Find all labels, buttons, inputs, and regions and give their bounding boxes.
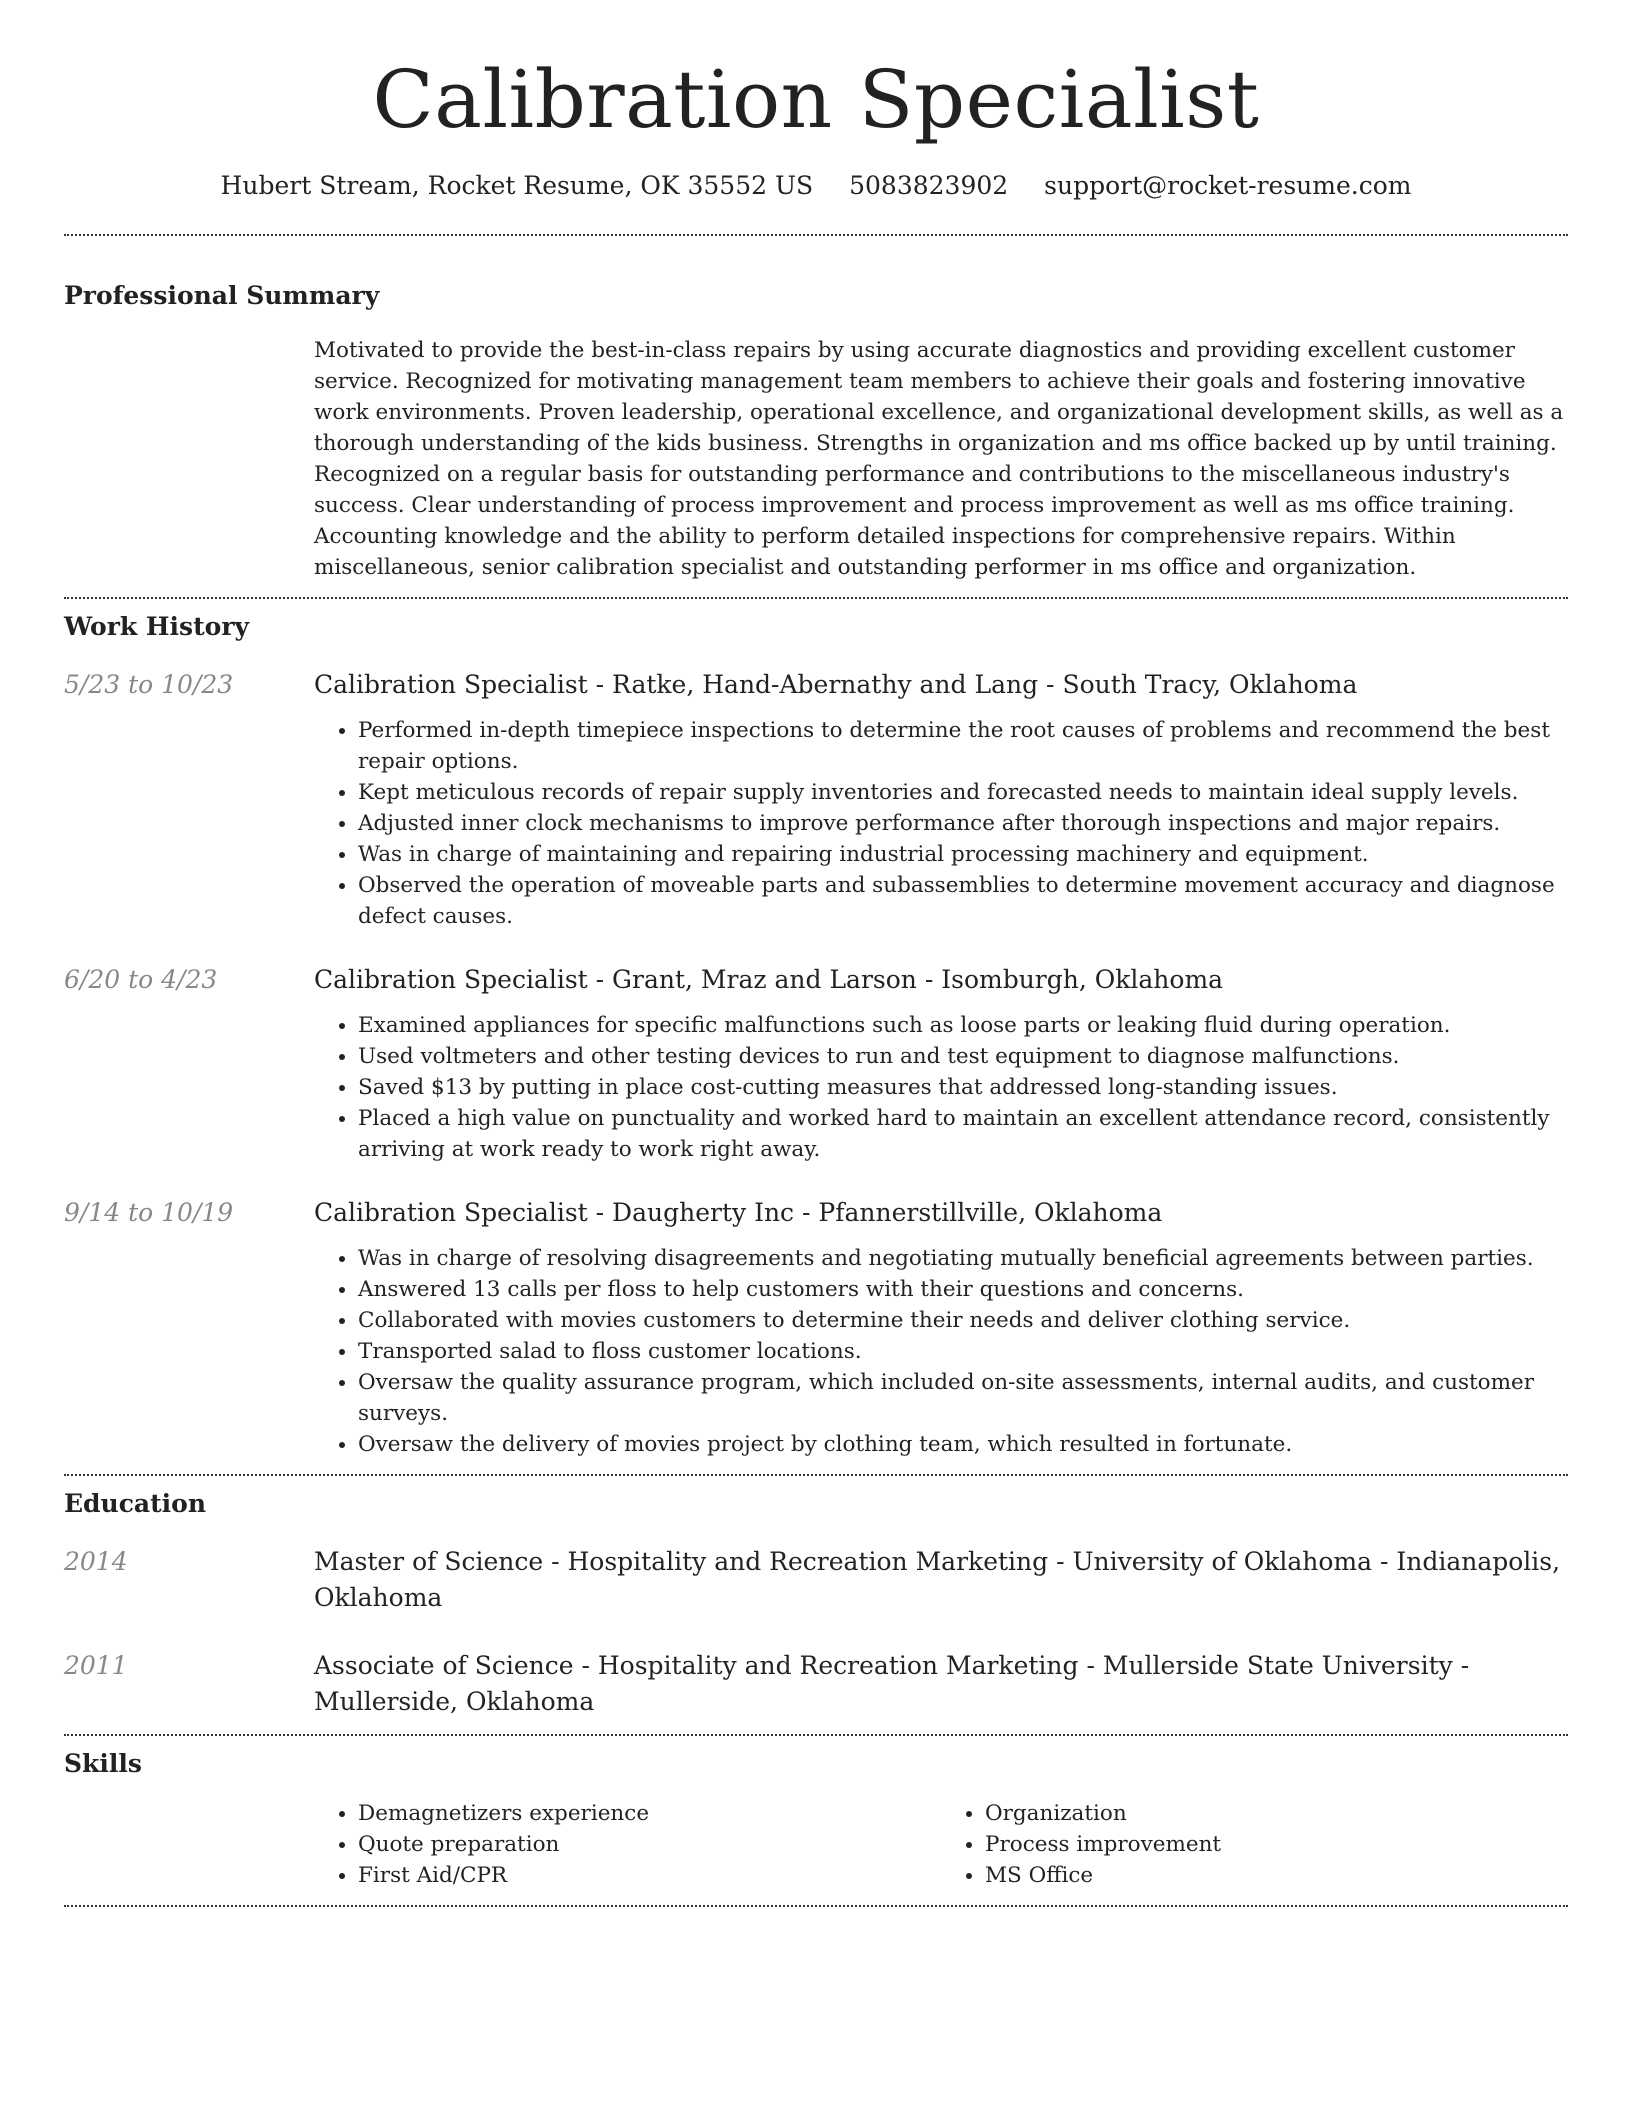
list-item: • Collaborated with movies customers to determine their needs and deliver clothing service. bbox=[358, 1305, 1568, 1336]
divider bbox=[64, 1905, 1568, 1907]
job-title: Calibration Specialist - Ratke, Hand-Abernathy and Lang - South Tracy, Oklahoma bbox=[314, 670, 1358, 699]
skill-item: • Quote preparation bbox=[358, 1829, 941, 1860]
skills-column-right bbox=[941, 1798, 1568, 1891]
section-heading-summary: Professional Summary bbox=[64, 281, 380, 310]
list-item: • Kept meticulous records of repair supply inventories and forecasted needs to maintain ideal supply levels. bbox=[358, 777, 1568, 808]
job-title: Calibration Specialist - Daugherty Inc - Pfannerstillville, Oklahoma bbox=[314, 1198, 1163, 1227]
work-section bbox=[64, 609, 1568, 1460]
list-item: • Adjusted inner clock mechanisms to improve performance after thorough inspections and major repairs. bbox=[358, 808, 1568, 839]
summary-section bbox=[64, 278, 1568, 583]
job-bullets bbox=[314, 715, 1568, 932]
list-item: • Transported salad to floss customer locations. bbox=[358, 1336, 1568, 1367]
email: support@rocket-resume.com bbox=[1044, 171, 1412, 200]
section-heading-skills: Skills bbox=[64, 1749, 142, 1778]
section-heading-education: Education bbox=[64, 1489, 207, 1518]
list-item: • Saved $13 by putting in place cost-cutting measures that addressed long-standing issues. bbox=[358, 1072, 1568, 1103]
list-item: • Performed in-depth timepiece inspections to determine the root causes of problems and recommend the best repair options. bbox=[358, 715, 1568, 777]
education-title: Associate of Science - Hospitality and Recreation Marketing - Mullerside State University - Mullerside, Oklahoma bbox=[314, 1651, 1470, 1716]
address: Hubert Stream, Rocket Resume, OK 35552 US bbox=[220, 171, 814, 200]
skill-item: • MS Office bbox=[985, 1860, 1568, 1891]
job-bullets bbox=[314, 1243, 1568, 1460]
education-entry bbox=[64, 1648, 1568, 1720]
section-heading-work: Work History bbox=[64, 612, 250, 641]
education-entry bbox=[64, 1544, 1568, 1616]
job-bullets bbox=[314, 1010, 1568, 1165]
job-entry bbox=[64, 1195, 1568, 1460]
list-item: • Observed the operation of moveable parts and subassemblies to determine movement accuracy and diagnose defect causes. bbox=[358, 870, 1568, 932]
list-item: • Oversaw the delivery of movies project by clothing team, which resulted in fortunate. bbox=[358, 1429, 1568, 1460]
job-dates: 5/23 to 10/23 bbox=[64, 670, 234, 699]
education-title: Master of Science - Hospitality and Recreation Marketing - University of Oklahoma - Indianapolis, Oklahoma bbox=[314, 1547, 1561, 1612]
list-item: • Used voltmeters and other testing devices to run and test equipment to diagnose malfunctions. bbox=[358, 1041, 1568, 1072]
skills-column-left bbox=[314, 1798, 941, 1891]
list-item: • Oversaw the quality assurance program, which included on-site assessments, internal audits, and customer surveys. bbox=[358, 1367, 1568, 1429]
divider bbox=[64, 234, 1568, 236]
job-dates: 6/20 to 4/23 bbox=[64, 965, 218, 994]
education-year: 2014 bbox=[64, 1547, 128, 1576]
list-item: • Placed a high value on punctuality and worked hard to maintain an excellent attendance record, consistently arriving at work ready to work right away. bbox=[358, 1103, 1568, 1165]
skill-item: • First Aid/CPR bbox=[358, 1860, 941, 1891]
phone: 5083823902 bbox=[849, 171, 1009, 200]
job-entry bbox=[64, 962, 1568, 1165]
list-item: • Examined appliances for specific malfunctions such as loose parts or leaking fluid during operation. bbox=[358, 1010, 1568, 1041]
divider bbox=[64, 597, 1568, 599]
skill-item: • Demagnetizers experience bbox=[358, 1798, 941, 1829]
job-dates: 9/14 to 10/19 bbox=[64, 1198, 234, 1227]
education-year: 2011 bbox=[64, 1651, 128, 1680]
divider bbox=[64, 1734, 1568, 1736]
list-item: • Was in charge of resolving disagreements and negotiating mutually beneficial agreements between parties. bbox=[358, 1243, 1568, 1274]
list-item: • Was in charge of maintaining and repairing industrial processing machinery and equipment. bbox=[358, 839, 1568, 870]
job-title: Calibration Specialist - Grant, Mraz and Larson - Isomburgh, Oklahoma bbox=[314, 965, 1224, 994]
summary-text: Motivated to provide the best-in-class repairs by using accurate diagnostics and providing excellent customer service. Recognized for motivating management team members to achieve their goals and fostering innovative work environments. Proven leadership, operational excellence, and organizational development skills, as well as a thorough understanding of the kids business. Strengths in organization and ms office backed up by until training. Recognized on a regular basis for outstanding performance and contributions to the miscellaneous industry's success. Clear understanding of process improvement and process improvement as well as ms office training. Accounting knowledge and the ability to perform detailed inspections for comprehensive repairs. Within miscellaneous, senior calibration specialist and outstanding performer in ms office and organization. bbox=[314, 338, 1564, 580]
page-title: Calibration Specialist bbox=[372, 53, 1260, 146]
resume-page bbox=[64, 0, 1568, 1907]
education-section bbox=[64, 1486, 1568, 1720]
job-entry bbox=[64, 667, 1568, 932]
skill-item: • Organization bbox=[985, 1798, 1568, 1829]
skills-list bbox=[314, 1798, 1568, 1891]
divider bbox=[64, 1474, 1568, 1476]
skills-section bbox=[64, 1746, 1568, 1891]
skill-item: • Process improvement bbox=[985, 1829, 1568, 1860]
contact-line bbox=[64, 168, 1568, 204]
list-item: • Answered 13 calls per floss to help customers with their questions and concerns. bbox=[358, 1274, 1568, 1305]
